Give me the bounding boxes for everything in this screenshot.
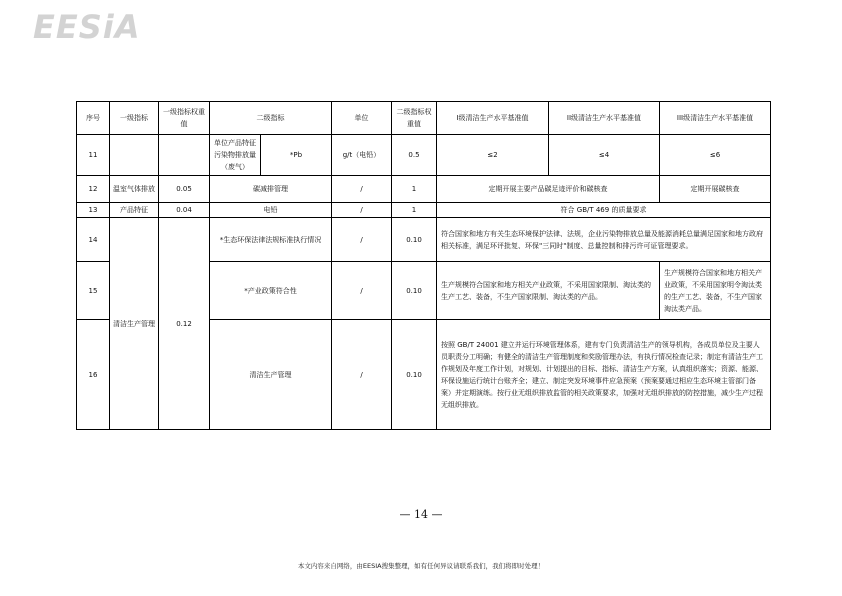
row13-level2: 电铅 [210, 203, 332, 218]
header-unit: 单位 [332, 102, 392, 135]
row13-grade123: 符合 GB/T 469 的质量要求 [437, 203, 771, 218]
row11-level2-a: 单位产品特征污染物排放量（废气） [210, 135, 261, 176]
row14-weight2: 0.10 [392, 218, 437, 262]
row15-weight2: 0.10 [392, 262, 437, 320]
row14-seq: 14 [77, 218, 110, 262]
table-row [77, 203, 771, 218]
row13-seq: 13 [77, 203, 110, 218]
row11-level1 [110, 135, 159, 176]
row13-level1: 产品特征 [110, 203, 159, 218]
eesia-logo: EESiA [33, 8, 141, 46]
page-number: — 14 — [399, 508, 443, 521]
table-row [77, 135, 771, 176]
row11-grade1: ≤2 [437, 135, 549, 176]
table-header-row [77, 102, 771, 135]
header-grade1: I级清洁生产水平基准值 [437, 102, 549, 135]
header-level1-weight: 一级指标权重值 [159, 102, 210, 135]
header-grade3: III级清洁生产水平基准值 [660, 102, 771, 135]
standard-table [76, 101, 771, 430]
footer-note: 本文内容来自网络，由EESIA搜集整理，如有任何异议请联系我们，我们将即时处理！ [297, 562, 545, 570]
row12-unit: / [332, 176, 392, 203]
row15-level2: *产业政策符合性 [210, 262, 332, 320]
row12-grade3: 定期开展碳核查 [660, 176, 771, 203]
row14-unit: / [332, 218, 392, 262]
row11-weight1 [159, 135, 210, 176]
row13-unit: / [332, 203, 392, 218]
row12-grade12: 定期开展主要产品碳足迹评价和碳核查 [437, 176, 660, 203]
row11-weight2: 0.5 [392, 135, 437, 176]
clean-production-level1: 清洁生产管理 [110, 218, 159, 430]
row12-weight1: 0.05 [159, 176, 210, 203]
row12-seq: 12 [77, 176, 110, 203]
header-level2: 二级指标 [210, 102, 332, 135]
row11-level2-b: *Pb [261, 135, 332, 176]
row15-unit: / [332, 262, 392, 320]
row16-unit: / [332, 320, 392, 430]
table-row [77, 176, 771, 203]
header-level1: 一级指标 [110, 102, 159, 135]
row11-grade3: ≤6 [660, 135, 771, 176]
clean-production-weight1: 0.12 [159, 218, 210, 430]
table-row [77, 218, 771, 262]
header-grade2: II级清洁生产水平基准值 [549, 102, 660, 135]
row11-seq: 11 [77, 135, 110, 176]
row15-seq: 15 [77, 262, 110, 320]
row16-seq: 16 [77, 320, 110, 430]
header-seq: 序号 [77, 102, 110, 135]
header-level2-weight: 二级指标权重值 [392, 102, 437, 135]
row13-weight2: 1 [392, 203, 437, 218]
row16-weight2: 0.10 [392, 320, 437, 430]
row12-level1: 温室气体排放 [110, 176, 159, 203]
row16-level2: 清洁生产管理 [210, 320, 332, 430]
row14-grade123: 符合国家和地方有关生态环境保护法律、法规，企业污染物排放总量及能源消耗总量满足国家和地方政府相关标准，满足环评批复、环保"三同时"制度、总量控制和排污许可证管理要求。 [437, 218, 771, 262]
row11-grade2: ≤4 [549, 135, 660, 176]
row15-grade3: 生产规模符合国家和地方相关产业政策，不采用国家明令淘汰类的生产工艺、装备，不生产国家淘汰类产品。 [660, 262, 771, 320]
row11-unit: g/t（电铅） [332, 135, 392, 176]
row12-weight2: 1 [392, 176, 437, 203]
row15-grade12: 生产规模符合国家和地方相关产业政策，不采用国家限制、淘汰类的生产工艺、装备，不生产国家限制、淘汰类的产品。 [437, 262, 660, 320]
row14-level2: *生态环保法律法规标准执行情况 [210, 218, 332, 262]
row13-weight1: 0.04 [159, 203, 210, 218]
row12-level2: 碳减排管理 [210, 176, 332, 203]
row16-grade123: 按照 GB/T 24001 建立并运行环境管理体系，建有专门负责清洁生产的领导机构，各成员单位及主要人员职责分工明确；有健全的清洁生产管理制度和奖励管理办法，有执行情况检查记录；制定有清洁生产工作规划及年度工作计划，对规划、计划提出的目标、指标、清洁生产方案，认真组织落实；资源、能源、环保设施运行统计台账齐全；建立、制定突发环境事件应急预案（预案要通过相应生态环境主管部门备案）并定期演练。按行业无组织排放监管的相关政策要求，加强对无组织排放的防控措施，减少生产过程无组织排放。 [437, 320, 771, 430]
